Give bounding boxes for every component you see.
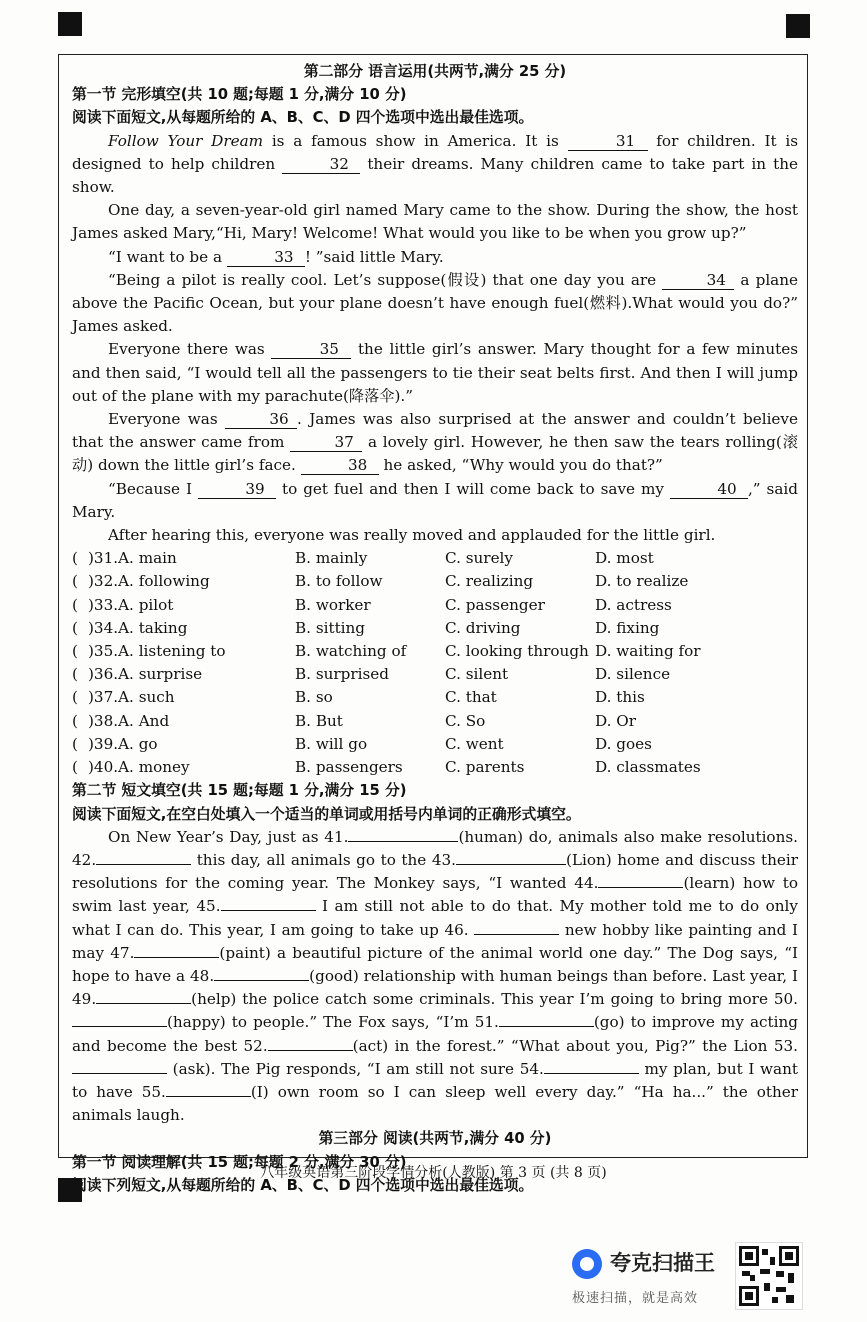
blank-31: 31 (568, 132, 648, 151)
option-row (72, 686, 701, 709)
cloze-text: he asked, “Why would you do that?” (378, 456, 663, 475)
corner-mark-top-right (786, 14, 810, 38)
answer-line-42[interactable] (96, 850, 191, 865)
corner-mark-top-left (58, 12, 82, 36)
cloze-paragraph-8: After hearing this, everyone was really moved and applauded for the little girl. (108, 526, 716, 545)
cloze-paragraph-3 (72, 246, 798, 269)
blank-36: 36 (225, 410, 297, 429)
option-a: )40.A. money (88, 758, 190, 777)
fill-text: (ask). The Pig responds, “I am still not sure 54. (167, 1059, 544, 1078)
fill-text: (I) own room so I can sleep well every day.” “Ha ha...” the other animals laugh. (72, 1082, 798, 1125)
option-b: B. mainly (295, 549, 368, 568)
blank-40: 40 (670, 480, 748, 499)
cloze-paragraph-2: One day, a seven-year-old girl named Mary came to the show. During the show, the host James asked Mary,“Hi, Mary! Welcome! What would you like to be when you grow up?” (72, 201, 798, 243)
cloze-text: to get fuel and then I will come back to save my (276, 479, 670, 498)
answer-line-44[interactable] (598, 873, 683, 888)
fill-text: (go) to improve my acting and become the best 52. (72, 1013, 798, 1055)
answer-line-45[interactable] (221, 896, 316, 911)
fill-text: (human) do, animals also make resolutions. 42. (72, 827, 798, 869)
option-c: C. realizing (445, 572, 534, 591)
option-a: )39.A. go (88, 734, 158, 753)
page-footer: 八年级英语第三阶段学情分析(人教版) 第 3 页 (共 8 页) (260, 1165, 607, 1181)
option-d: D. most (595, 549, 654, 568)
cloze-paragraph-5 (72, 338, 798, 408)
option-d: D. silence (595, 665, 671, 684)
part2-sec1-instructions: 阅读下面短文,从每题所给的 A、B、C、D 四个选项中选出最佳选项。 (72, 109, 534, 127)
cloze-text: for children. It is designed to help children (72, 131, 799, 173)
option-d: D. Or (595, 711, 637, 730)
fill-text: my plan, but I want to have 55. (72, 1059, 798, 1101)
cloze-text: a plane above the Pacific Ocean, but your plane doesn’t have enough fuel(燃料).What would you do?” James asked. (72, 270, 798, 336)
qr-code-icon (735, 1242, 803, 1310)
fill-text: new hobby like painting and I may 47. (72, 920, 798, 962)
option-row (72, 617, 701, 640)
option-b: B. watching of (295, 642, 407, 661)
cloze-paragraph-7 (72, 478, 798, 524)
part2-heading: 第二部分 语言运用(共两节,满分 25 分) (303, 63, 567, 80)
answer-line-49[interactable] (96, 989, 191, 1004)
option-b: B. passengers (295, 758, 403, 777)
fill-passage (72, 826, 798, 1128)
cloze-options-table (72, 547, 701, 779)
option-row (72, 640, 701, 663)
part2-sec1-heading: 第一节 完形填空(共 10 题;每题 1 分,满分 10 分) (72, 86, 407, 104)
cloze-text: ! ”said little Mary. (304, 247, 444, 266)
fill-text: I am still not able to do that. My mother told me to do only what I can do. This year, I am going to take up 46. (72, 897, 798, 939)
option-row (72, 594, 701, 617)
option-c: C. parents (445, 758, 525, 777)
watermark-title: 夸克扫描王 (610, 1251, 715, 1275)
option-b: B. will go (295, 734, 368, 753)
option-a: )37.A. such (88, 688, 175, 707)
option-b: B. so (295, 688, 333, 707)
answer-line-51[interactable] (499, 1012, 594, 1027)
answer-bracket[interactable]: ( (72, 665, 78, 684)
part3-sec1-heading: 第一节 阅读理解(共 15 题;每题 2 分,满分 30 分) (72, 1153, 407, 1171)
answer-bracket[interactable]: ( (72, 688, 78, 707)
blank-32: 32 (282, 155, 360, 174)
answer-line-47[interactable] (134, 943, 219, 958)
answer-bracket[interactable]: ( (72, 595, 78, 614)
option-d: D. to realize (595, 572, 689, 591)
fill-text: On New Year’s Day, just as 41. (108, 827, 349, 846)
option-a: )35.A. listening to (88, 642, 226, 661)
option-c: C. silent (445, 665, 509, 684)
fill-text: (act) in the forest.” “What about you, Pig?” the Lion 53. (352, 1036, 798, 1055)
option-d: D. actress (595, 595, 672, 614)
part2-sec2-instructions: 阅读下面短文,在空白处填入一个适当的单词或用括号内单词的正确形式填空。 (72, 805, 581, 823)
blank-33: 33 (227, 248, 305, 267)
answer-line-53[interactable] (72, 1059, 167, 1074)
scanner-watermark (572, 1245, 732, 1315)
cloze-text: “Being a pilot is really cool. Let’s suppose(假设) that one day you are (108, 270, 663, 289)
answer-line-54[interactable] (544, 1059, 639, 1074)
answer-bracket[interactable]: ( (72, 758, 78, 777)
option-row (72, 570, 701, 593)
cloze-text: “I want to be a (108, 247, 227, 266)
option-d: D. goes (595, 734, 652, 753)
blank-37: 37 (290, 433, 362, 452)
answer-bracket[interactable]: ( (72, 572, 78, 591)
answer-bracket[interactable]: ( (72, 618, 78, 637)
option-b: B. sitting (295, 618, 366, 637)
option-b: B. to follow (295, 572, 383, 591)
fill-text: (Lion) home and discuss their resolutions for the coming year. The Monkey says, “I wanted 44. (72, 850, 798, 893)
cloze-text: their dreams. Many children came to take part in the show. (72, 154, 799, 197)
answer-bracket[interactable]: ( (72, 711, 78, 730)
option-a: )38.A. And (88, 711, 170, 730)
option-b: B. But (295, 711, 343, 730)
option-c: C. surely (445, 549, 513, 568)
part2-sec2-heading: 第二节 短文填空(共 15 题;每题 1 分,满分 15 分) (72, 782, 407, 800)
option-a: )36.A. surprise (88, 665, 203, 684)
answer-line-43[interactable] (456, 850, 566, 865)
part3-sec1-instructions: 阅读下列短文,从每题所给的 A、B、C、D 四个选项中选出最佳选项。 (72, 1176, 534, 1194)
answer-bracket[interactable]: ( (72, 549, 78, 568)
cloze-text: a lovely girl. However, he then saw the tears rolling(滚动) down the little girl’s face. (72, 433, 798, 475)
blank-34: 34 (662, 271, 734, 290)
option-a: )32.A. following (88, 572, 210, 591)
option-a: )31.A. main (88, 549, 177, 568)
fill-text: (learn) how to swim last year, 45. (72, 874, 798, 916)
cloze-paragraph-4 (72, 269, 798, 339)
option-c: C. So (445, 711, 486, 730)
blank-35: 35 (271, 340, 351, 359)
answer-line-50[interactable] (72, 1012, 167, 1027)
cloze-text: is a famous show in America. It is (263, 131, 568, 150)
answer-line-46[interactable] (474, 920, 559, 935)
answer-line-48[interactable] (214, 966, 309, 981)
option-b: B. worker (295, 595, 371, 614)
option-c: C. went (445, 734, 504, 753)
cloze-text: the little girl’s answer. Mary thought for a few minutes and then said, “I would tell all the passengers to tie their seat belts first. And then I will jump out of the plane with my parachute(降落伞).” (72, 340, 798, 405)
option-row (72, 663, 701, 686)
fill-text: this day, all animals go to the 43. (191, 850, 456, 869)
watermark-subtitle: 极速扫描，就是高效 (572, 1291, 699, 1306)
option-c: C. passenger (445, 595, 545, 614)
option-row (72, 733, 701, 756)
option-row (72, 710, 701, 733)
option-d: D. classmates (595, 758, 701, 777)
blank-38: 38 (301, 456, 379, 475)
fill-text: (happy) to people.” The Fox says, “I’m 51. (167, 1013, 499, 1032)
option-row (72, 756, 701, 779)
part3-heading: 第三部分 阅读(共两节,满分 40 分) (318, 1130, 552, 1148)
option-c: C. looking through (445, 642, 589, 661)
cloze-text: ,” said Mary. (72, 479, 798, 521)
cloze-paragraph-6 (72, 408, 798, 478)
blank-39: 39 (198, 480, 276, 499)
option-a: )33.A. pilot (88, 595, 174, 614)
cloze-text: Everyone there was (108, 340, 272, 359)
option-c: C. driving (445, 618, 521, 637)
fill-text: (help) the police catch some criminals. This year I’m going to bring more 50. (191, 990, 798, 1009)
scanner-logo-icon (572, 1249, 602, 1279)
answer-line-55[interactable] (166, 1082, 251, 1097)
answer-line-52[interactable] (268, 1036, 353, 1051)
option-a: )34.A. taking (88, 618, 188, 637)
show-title: Follow Your Dream (108, 131, 264, 150)
cloze-text: Everyone was (108, 410, 226, 429)
answer-line-41[interactable] (348, 827, 458, 842)
cloze-text: “Because I (108, 479, 198, 498)
exam-content (72, 60, 798, 1197)
cloze-paragraph-1 (72, 130, 798, 200)
option-d: D. fixing (595, 618, 660, 637)
answer-bracket[interactable]: ( (72, 642, 78, 661)
option-d: D. waiting for (595, 642, 701, 661)
answer-bracket[interactable]: ( (72, 734, 78, 753)
fill-text: (good) relationship with human beings than before. Last year, I 49. (72, 966, 798, 1009)
option-row (72, 547, 701, 570)
cloze-text: . James was also surprised at the answer and couldn’t believe that the answer came from (72, 410, 798, 452)
option-b: B. surprised (295, 665, 389, 684)
option-d: D. this (595, 688, 645, 707)
option-c: C. that (445, 688, 497, 707)
fill-text: (paint) a beautiful picture of the animal world one day.” The Dog says, “I hope to have a 48. (72, 943, 798, 985)
